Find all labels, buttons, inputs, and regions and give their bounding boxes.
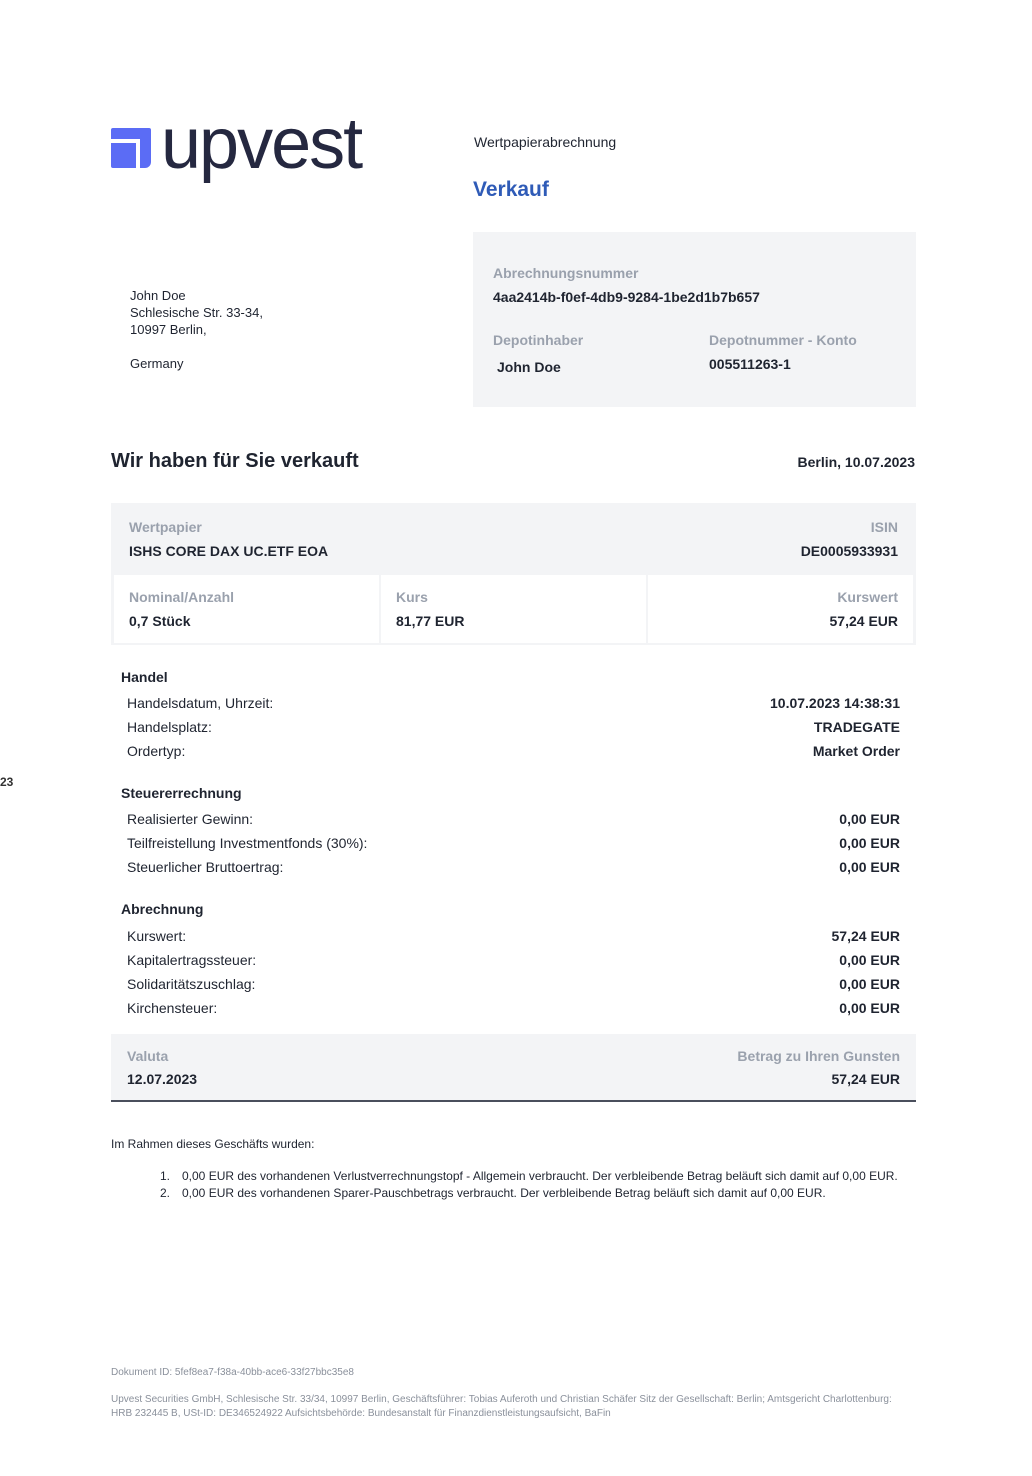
steuer-title: Steuererrechnung bbox=[121, 785, 242, 801]
recipient-country: Germany bbox=[130, 356, 184, 371]
row-label: Kurswert: bbox=[127, 928, 187, 944]
account-label: Depotnummer - Konto bbox=[709, 332, 857, 348]
abrechnung-row bbox=[127, 952, 900, 968]
quantity-cell bbox=[114, 575, 379, 643]
steuer-row bbox=[127, 811, 900, 827]
place-date: Berlin, 10.07.2023 bbox=[797, 454, 915, 470]
holder-label: Depotinhaber bbox=[493, 332, 584, 348]
row-value: 57,24 EUR bbox=[831, 928, 900, 944]
row-label: Kapitalertragssteuer: bbox=[127, 952, 257, 968]
steuer-row bbox=[127, 859, 900, 875]
value-date-label: Valuta bbox=[127, 1048, 169, 1064]
amount-label: Betrag zu Ihren Gunsten bbox=[737, 1048, 900, 1064]
quantity-value: 0,7 Stück bbox=[129, 613, 191, 629]
note-item bbox=[160, 1185, 920, 1202]
handel-row bbox=[127, 719, 900, 735]
value-date: 12.07.2023 bbox=[127, 1071, 198, 1087]
security-name: ISHS CORE DAX UC.ETF EOA bbox=[129, 543, 329, 559]
abrechnung-title: Abrechnung bbox=[121, 901, 204, 917]
recipient-city: 10997 Berlin, bbox=[130, 322, 207, 337]
row-value: Market Order bbox=[812, 743, 900, 759]
row-value: 0,00 EUR bbox=[839, 976, 900, 992]
logo-wordmark: upvest bbox=[161, 104, 362, 184]
edge-text-fragment: 23 bbox=[0, 775, 14, 789]
recipient-street: Schlesische Str. 33-34, bbox=[130, 305, 263, 320]
isin-label: ISIN bbox=[870, 519, 898, 535]
row-value: 10.07.2023 14:38:31 bbox=[770, 695, 900, 711]
note-text: 0,00 EUR des vorhandenen Verlustverrechnungstopf - Allgemein verbraucht. Der verbleibende Betrag beläuft sich damit auf 0,00 EUR. bbox=[182, 1169, 898, 1183]
handel-title: Handel bbox=[121, 669, 168, 685]
row-label: Teilfreistellung Investmentfonds (30%): bbox=[127, 835, 368, 851]
row-label: Handelsplatz: bbox=[127, 719, 212, 735]
holder-name: John Doe bbox=[497, 359, 561, 375]
row-label: Handelsdatum, Uhrzeit: bbox=[127, 695, 274, 711]
note-number: 2. bbox=[160, 1186, 171, 1200]
account-number: 005511263-1 bbox=[709, 356, 791, 372]
isin-value: DE0005933931 bbox=[800, 543, 898, 559]
notes-intro: Im Rahmen dieses Geschäfts wurden: bbox=[111, 1137, 315, 1151]
price-value: 81,77 EUR bbox=[396, 613, 465, 629]
row-value: 0,00 EUR bbox=[839, 952, 900, 968]
notes-list bbox=[160, 1168, 920, 1202]
note-number: 1. bbox=[160, 1169, 171, 1183]
recipient-name: John Doe bbox=[130, 288, 186, 303]
row-label: Solidaritätszuschlag: bbox=[127, 976, 256, 992]
settlement-number: 4aa2414b-f0ef-4db9-9284-1be2d1b7b657 bbox=[493, 289, 760, 305]
quantity-label: Nominal/Anzahl bbox=[129, 589, 235, 605]
row-label: Kirchensteuer: bbox=[127, 1000, 218, 1016]
handel-row bbox=[127, 743, 900, 759]
transaction-kind: Verkauf bbox=[473, 178, 549, 201]
row-value: 0,00 EUR bbox=[839, 859, 900, 875]
row-value: 0,00 EUR bbox=[839, 811, 900, 827]
security-name-label: Wertpapier bbox=[129, 519, 202, 535]
row-label: Realisierter Gewinn: bbox=[127, 811, 254, 827]
settlement-info-box bbox=[473, 232, 916, 407]
row-label: Steuerlicher Bruttoertrag: bbox=[127, 859, 284, 875]
market-value: 57,24 EUR bbox=[829, 613, 898, 629]
recipient-address bbox=[130, 287, 263, 372]
market-value-cell bbox=[648, 575, 913, 643]
upvest-logo-mark-icon bbox=[111, 128, 151, 168]
row-value: TRADEGATE bbox=[813, 719, 900, 735]
note-item bbox=[160, 1168, 920, 1185]
abrechnung-row bbox=[127, 976, 900, 992]
settlement-number-label: Abrechnungsnummer bbox=[493, 265, 639, 281]
upvest-logo bbox=[111, 104, 362, 184]
price-label: Kurs bbox=[396, 589, 428, 605]
price-cell bbox=[381, 575, 646, 643]
row-label: Ordertyp: bbox=[127, 743, 186, 759]
row-value: 0,00 EUR bbox=[839, 835, 900, 851]
abrechnung-row bbox=[127, 1000, 900, 1016]
legal-footer: Upvest Securities GmbH, Schlesische Str. 33/34, 10997 Berlin, Geschäftsführer: Tobias Auferoth und Christian Schäfer Sitz der Gesellschaft: Berlin; Amtsgericht Charlottenburg: HRB 232445 B, USt-ID: DE346524922 Aufsichtsbehörde: Bundesanstalt für Finanzdienstleistungsaufsicht, BaFin bbox=[111, 1394, 892, 1419]
market-value-label: Kurswert bbox=[837, 589, 898, 605]
row-value: 0,00 EUR bbox=[839, 1000, 900, 1016]
handel-row bbox=[127, 695, 900, 711]
security-box bbox=[111, 503, 916, 645]
amount-value: 57,24 EUR bbox=[831, 1071, 900, 1087]
note-text: 0,00 EUR des vorhandenen Sparer-Pauschbetrags verbraucht. Der verbleibende Betrag beläuft sich damit auf 0,00 EUR. bbox=[182, 1186, 826, 1200]
steuer-row bbox=[127, 835, 900, 851]
abrechnung-row bbox=[127, 928, 900, 944]
document-id: Dokument ID: 5fef8ea7-f38a-40bb-ace6-33f27bbc35e8 bbox=[111, 1367, 354, 1378]
summary-title: Wir haben für Sie verkauft bbox=[111, 450, 359, 472]
total-box bbox=[111, 1034, 916, 1102]
document-type: Wertpapierabrechnung bbox=[474, 134, 617, 150]
